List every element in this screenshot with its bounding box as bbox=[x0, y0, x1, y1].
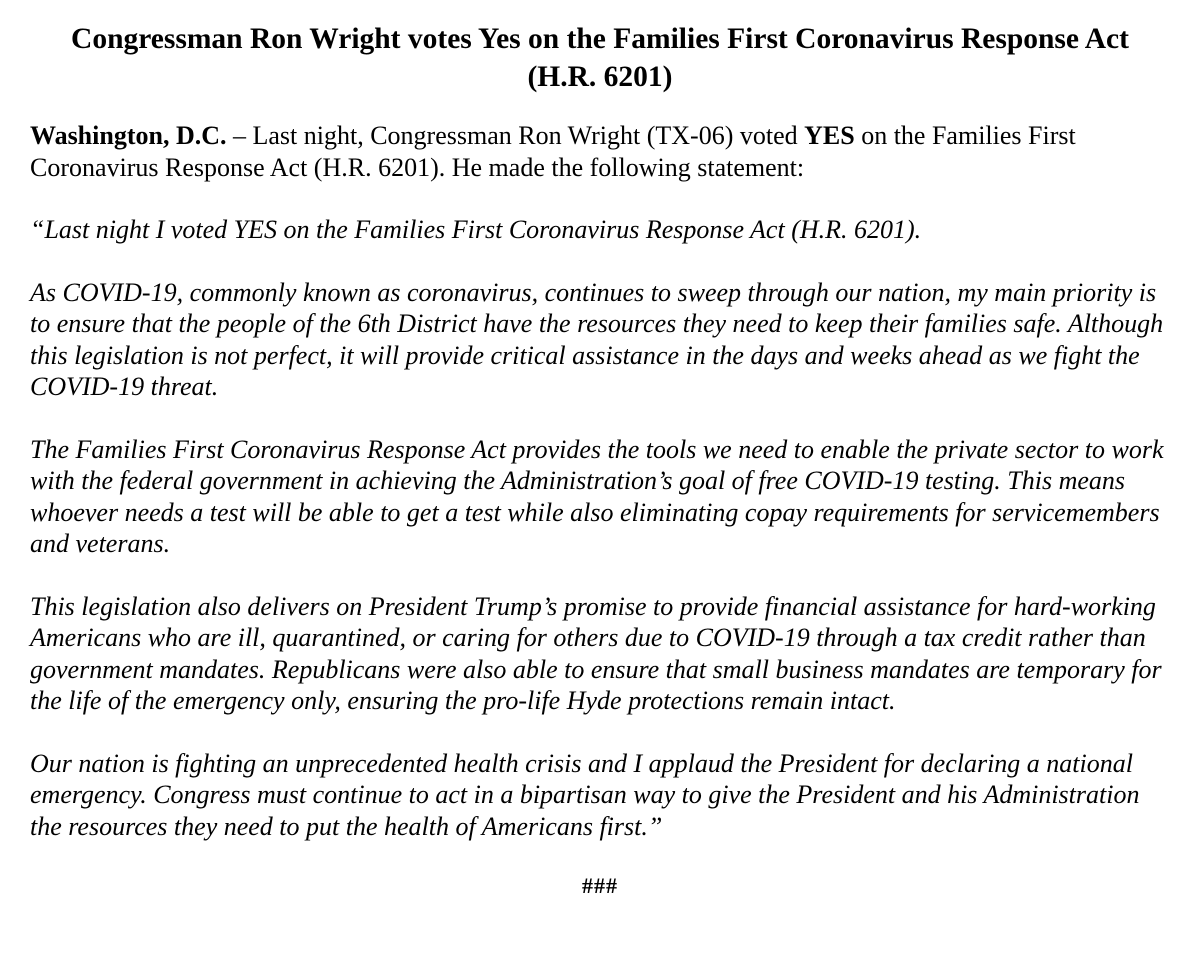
dateline: Washington, D.C. bbox=[30, 121, 227, 150]
intro-paragraph bbox=[30, 120, 1170, 183]
intro-text-before-vote: – Last night, Congressman Ron Wright (TX-06) voted bbox=[226, 121, 805, 150]
end-mark: ### bbox=[582, 873, 618, 898]
quote-paragraph-3: The Families First Coronavirus Response Act provides the tools we need to enable the private sector to work with the federal government in achieving the Administration’s goal of free COVID-19 testing. This means whoever needs a test will be able to get a test while also eliminating copay requirements for servicemembers and veterans. bbox=[30, 434, 1164, 558]
vote-result: YES bbox=[804, 121, 855, 150]
intro-text-after-vote: on the Families First Coronavirus Response Act (H.R. 6201). He made the following statement: bbox=[30, 121, 1076, 182]
quote-paragraph-2: As COVID-19, commonly known as coronavirus, continues to sweep through our nation, my main priority is to ensure that the people of the 6th District have the resources they need to keep their families safe. Although this legislation is not perfect, it will provide critical assistance in the days and weeks ahead as we fight the COVID-19 threat. bbox=[30, 277, 1164, 401]
quote-paragraph-5: Our nation is fighting an unprecedented health crisis and I applaud the President for declaring a national emergency. Congress must continue to act in a bipartisan way to give the President and his Administration the resources they need to put the health of Americans first.” bbox=[30, 748, 1140, 841]
quote-paragraph-4: This legislation also delivers on President Trump’s promise to provide financial assistance for hard-working Americans who are ill, quarantined, or caring for others due to COVID-19 through a tax credit rather than government mandates. Republicans were also able to ensure that small business mandates are temporary for the life of the emergency only, ensuring the pro-life Hyde protections remain intact. bbox=[30, 591, 1162, 715]
press-release-title: Congressman Ron Wright votes Yes on the Families First Coronavirus Response Act (H.R. 6201) bbox=[71, 23, 1129, 93]
quote-paragraph-1: “Last night I voted YES on the Families First Coronavirus Response Act (H.R. 6201). bbox=[30, 215, 922, 244]
